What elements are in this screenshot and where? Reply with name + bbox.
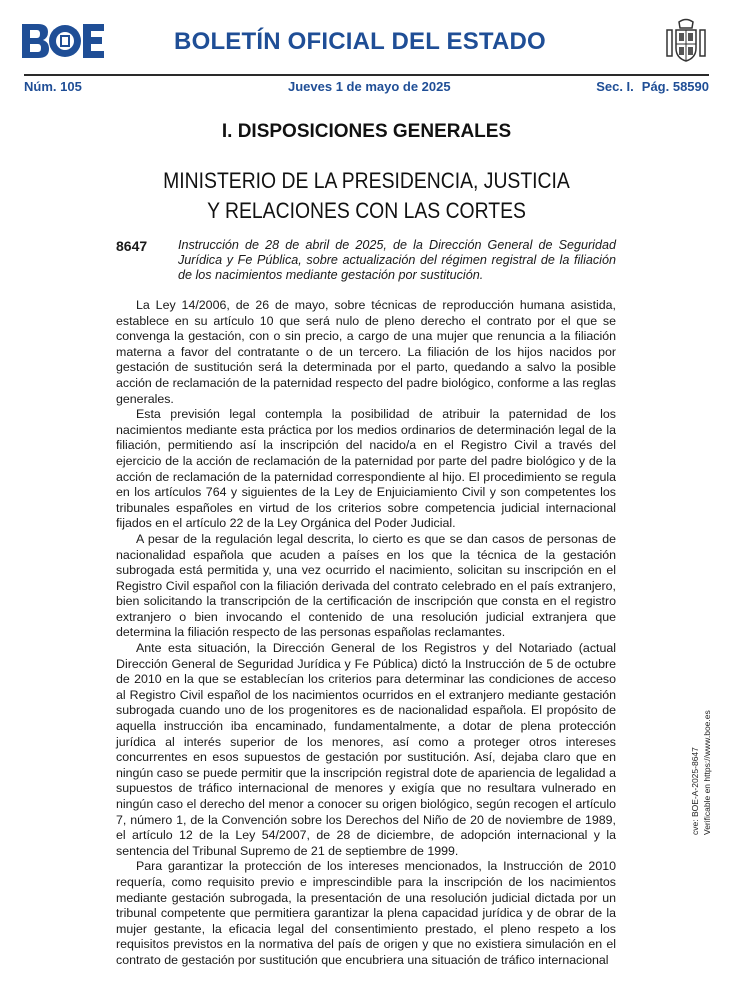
page-header bbox=[0, 0, 733, 96]
section-title: I. DISPOSICIONES GENERALES bbox=[221, 121, 512, 142]
publication-title: BOLETÍN OFICIAL DEL ESTADO bbox=[174, 28, 546, 55]
ministry-line-1: MINISTERIO DE LA PRESIDENCIA, JUSTICIA bbox=[163, 168, 570, 193]
verification-sidebar bbox=[690, 685, 720, 835]
paragraph: Para garantizar la protección de los intereses mencionados, la Instrucción de 2010 requería, como requisito previo e imprescindible para la inscripción de los nacimientos mediante gestación subrogada, la presentación de una resolución judicial dictada por un tribunal competente que permitiera garantizar la plena capacidad jurídica y de obrar de la mujer gestante, la eficacia legal del consentimiento prestado, el pleno respeto a los requisitos previstos en la normativa del país de origen y que no existiera simulación en el contrato de gestación por sustitución que encubriera una situación de tráfico internacional bbox=[116, 859, 616, 967]
ministry-line-2: Y RELACIONES CON LAS CORTES bbox=[207, 198, 526, 223]
document-title: Instrucción de 28 de abril de 2025, de la Dirección General de Seguridad Jurídica y Fe Pública, sobre actualización del régimen registral de la filiación de los nacimientos mediante gestación por sustitución. bbox=[178, 238, 616, 282]
paragraph: Ante esta situación, la Dirección General de los Registros y del Notariado (actual Dirección General de Seguridad Jurídica y Fe Pública) dictó la Instrucción de 5 de octubre de 2010 en la que se establecían los criterios para determinar las condiciones de acceso al Registro Civil español de los nacimientos ocurridos en el extranjero mediante gestación subrogada cuando uno de los progenitores es de nacionalidad española. El propósito de aquella instrucción iba encaminado, fundamentalmente, a dotar de plena protección jurídica al interés superior de los menores, así como a proteger otros intereses concurrentes en esos supuestos de gestación por sustitución. Así, dejaba claro que en ningún caso se puede permitir que la inscripción registral dote de apariencia de legalidad a supuestos de tráfico internacional de menores y exigía que no resultara vulnerado en ningún caso el derecho del menor a conocer su origen biológico, según recogen el artículo 7, número 1, de la Convención sobre los Derechos del Niño de 20 de noviembre de 1989, el artículo 12 de la Ley 54/2007, de 28 de diciembre, de adopción internacional y la sentencia del Tribunal Supremo de 21 de septiembre de 1999. bbox=[116, 641, 616, 858]
paragraph: Esta previsión legal contempla la posibilidad de atribuir la paternidad de los nacimientos mediante esta práctica por los medios ordinarios de determinación legal de la filiación, permitiendo así la inscripción del nacido/a en el Registro Civil a través del ejercicio de la acción de reclamación de la paternidad por parte del padre biológico y de la acción de reclamación de la paternidad correspondiente al hijo. El procedimiento se regula en los artículos 764 y siguientes de la Ley de Enjuiciamiento Civil y son competentes los tribunales españoles en virtud de los criterios sobre competencia judicial internacional fijados en el artículo 22 de la Ley Orgánica del Poder Judicial. bbox=[116, 407, 616, 531]
ministry-heading bbox=[44, 166, 689, 226]
document-number: 8647 bbox=[116, 238, 148, 254]
boe-logo bbox=[22, 24, 104, 58]
coat-of-arms-icon bbox=[665, 18, 707, 64]
issue-number: Núm. 105 bbox=[24, 79, 82, 94]
document-body bbox=[116, 298, 616, 969]
paragraph: A pesar de la regulación legal descrita, lo cierto es que se dan casos de personas de nacionalidad española que acuden a países en los que la técnica de la gestación subrogada está permitida y, una vez ocurrido el nacimiento, solicitan su inscripción en el Registro Civil español con la filiación derivada del contrato celebrado en el país extranjero, bien solicitando la transcripción de la certificación de inscripción que consta en el registro extranjero o bien invocando el contenido de una resolución judicial extranjera que determina la filiación respecto de las personas españolas reclamantes. bbox=[116, 531, 616, 640]
section-page bbox=[588, 79, 709, 94]
page-label: Pág. 58590 bbox=[641, 79, 709, 94]
cve-code: cve: BOE-A-2025-8647 bbox=[690, 747, 700, 835]
paragraph: La Ley 14/2006, de 26 de mayo, sobre técnicas de reproducción humana asistida, establece en su artículo 10 que será nulo de pleno derecho el contrato por el que se convenga la gestación, con o sin precio, a cargo de una mujer que renuncia a la filiación materna a favor del contratante o de un tercero. La filiación de los hijos nacidos por gestación de sustitución será la determinada por el parto, quedando a salvo la posible acción de reclamación de la paternidad respecto del padre biológico, conforme a las reglas generales. bbox=[116, 298, 616, 406]
verification-url[interactable]: Verificable en https://www.boe.es bbox=[702, 710, 712, 835]
section-label: Sec. I. bbox=[596, 79, 634, 94]
issue-date: Jueves 1 de mayo de 2025 bbox=[288, 79, 451, 94]
issue-meta-row bbox=[24, 74, 709, 97]
